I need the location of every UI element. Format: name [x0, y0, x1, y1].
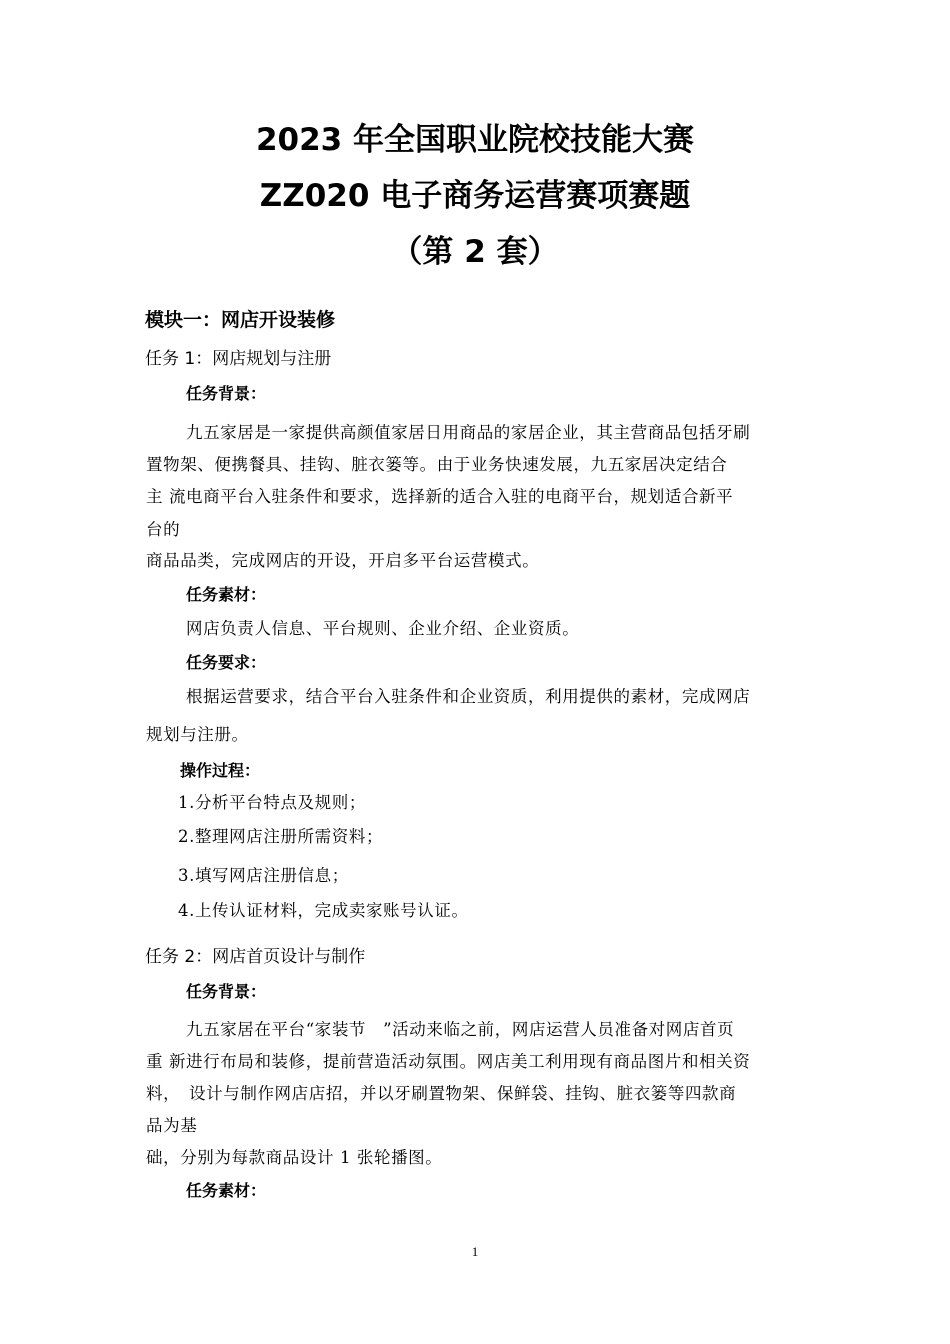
task2-background-line-3: 料， 设计与制作网店店招，并以牙刷置物架、保鲜袋、挂钩、脏衣篓等四款商	[146, 1084, 737, 1103]
doc-title-line-1: 2023 年全国职业院校技能大赛	[255, 122, 695, 158]
task2-background-line-4: 品为基	[146, 1116, 198, 1135]
task2-background-line-2: 重 新进行布局和装修，提前营造活动氛围。网店美工利用现有商品图片和相关资	[146, 1052, 751, 1071]
task2-background-line-1: 九五家居在平台“家装节 ”活动来临之前，网店运营人员准备对网店首页	[186, 1020, 735, 1039]
task1-material-label: 任务素材：	[186, 585, 267, 604]
task1-step-3: 3.填写网店注册信息；	[178, 866, 349, 885]
task1-background-label: 任务背景：	[186, 384, 267, 403]
task1-requirement-line-2: 规划与注册。	[146, 725, 249, 744]
task1-requirement-label: 任务要求：	[186, 653, 267, 672]
doc-title-line-3: （第 2 套）	[391, 234, 559, 270]
task2-heading: 任务 2：网店首页设计与制作	[145, 947, 366, 967]
task1-step-4: 4.上传认证材料，完成卖家账号认证。	[178, 901, 469, 920]
task1-background-line-4: 台的	[146, 520, 181, 539]
task1-heading: 任务 1：网店规划与注册	[145, 349, 332, 369]
task2-material-label: 任务素材：	[186, 1181, 267, 1200]
module-heading: 模块一：网店开设装修	[145, 309, 336, 331]
task1-material-text: 网店负责人信息、平台规则、企业介绍、企业资质。	[186, 619, 580, 638]
task1-process-label: 操作过程：	[180, 761, 261, 780]
page-number: 1	[471, 1244, 479, 1259]
task1-requirement-line-1: 根据运营要求，结合平台入驻条件和企业资质，利用提供的素材，完成网店	[186, 687, 751, 706]
doc-title-line-2: ZZ020 电子商务运营赛项赛题	[259, 178, 691, 214]
task2-background-label: 任务背景：	[186, 982, 267, 1001]
task1-background-line-3: 主 流电商平台入驻条件和要求，选择新的适合入驻的电商平台，规划适合新平	[146, 487, 734, 506]
task1-background-line-5: 商品品类，完成网店的开设，开启多平台运营模式。	[146, 551, 540, 570]
task1-step-2: 2.整理网店注册所需资料；	[178, 827, 384, 846]
task1-background-line-2: 置物架、便携餐具、挂钩、脏衣篓等。由于业务快速发展，九五家居决定结合	[146, 455, 728, 474]
task1-step-1: 1.分析平台特点及规则；	[178, 793, 366, 812]
task1-background-line-1: 九五家居是一家提供高颜值家居日用商品的家居企业，其主营商品包括牙刷	[186, 423, 751, 442]
task2-background-line-5: 础，分别为每款商品设计 1 张轮播图。	[146, 1148, 443, 1167]
